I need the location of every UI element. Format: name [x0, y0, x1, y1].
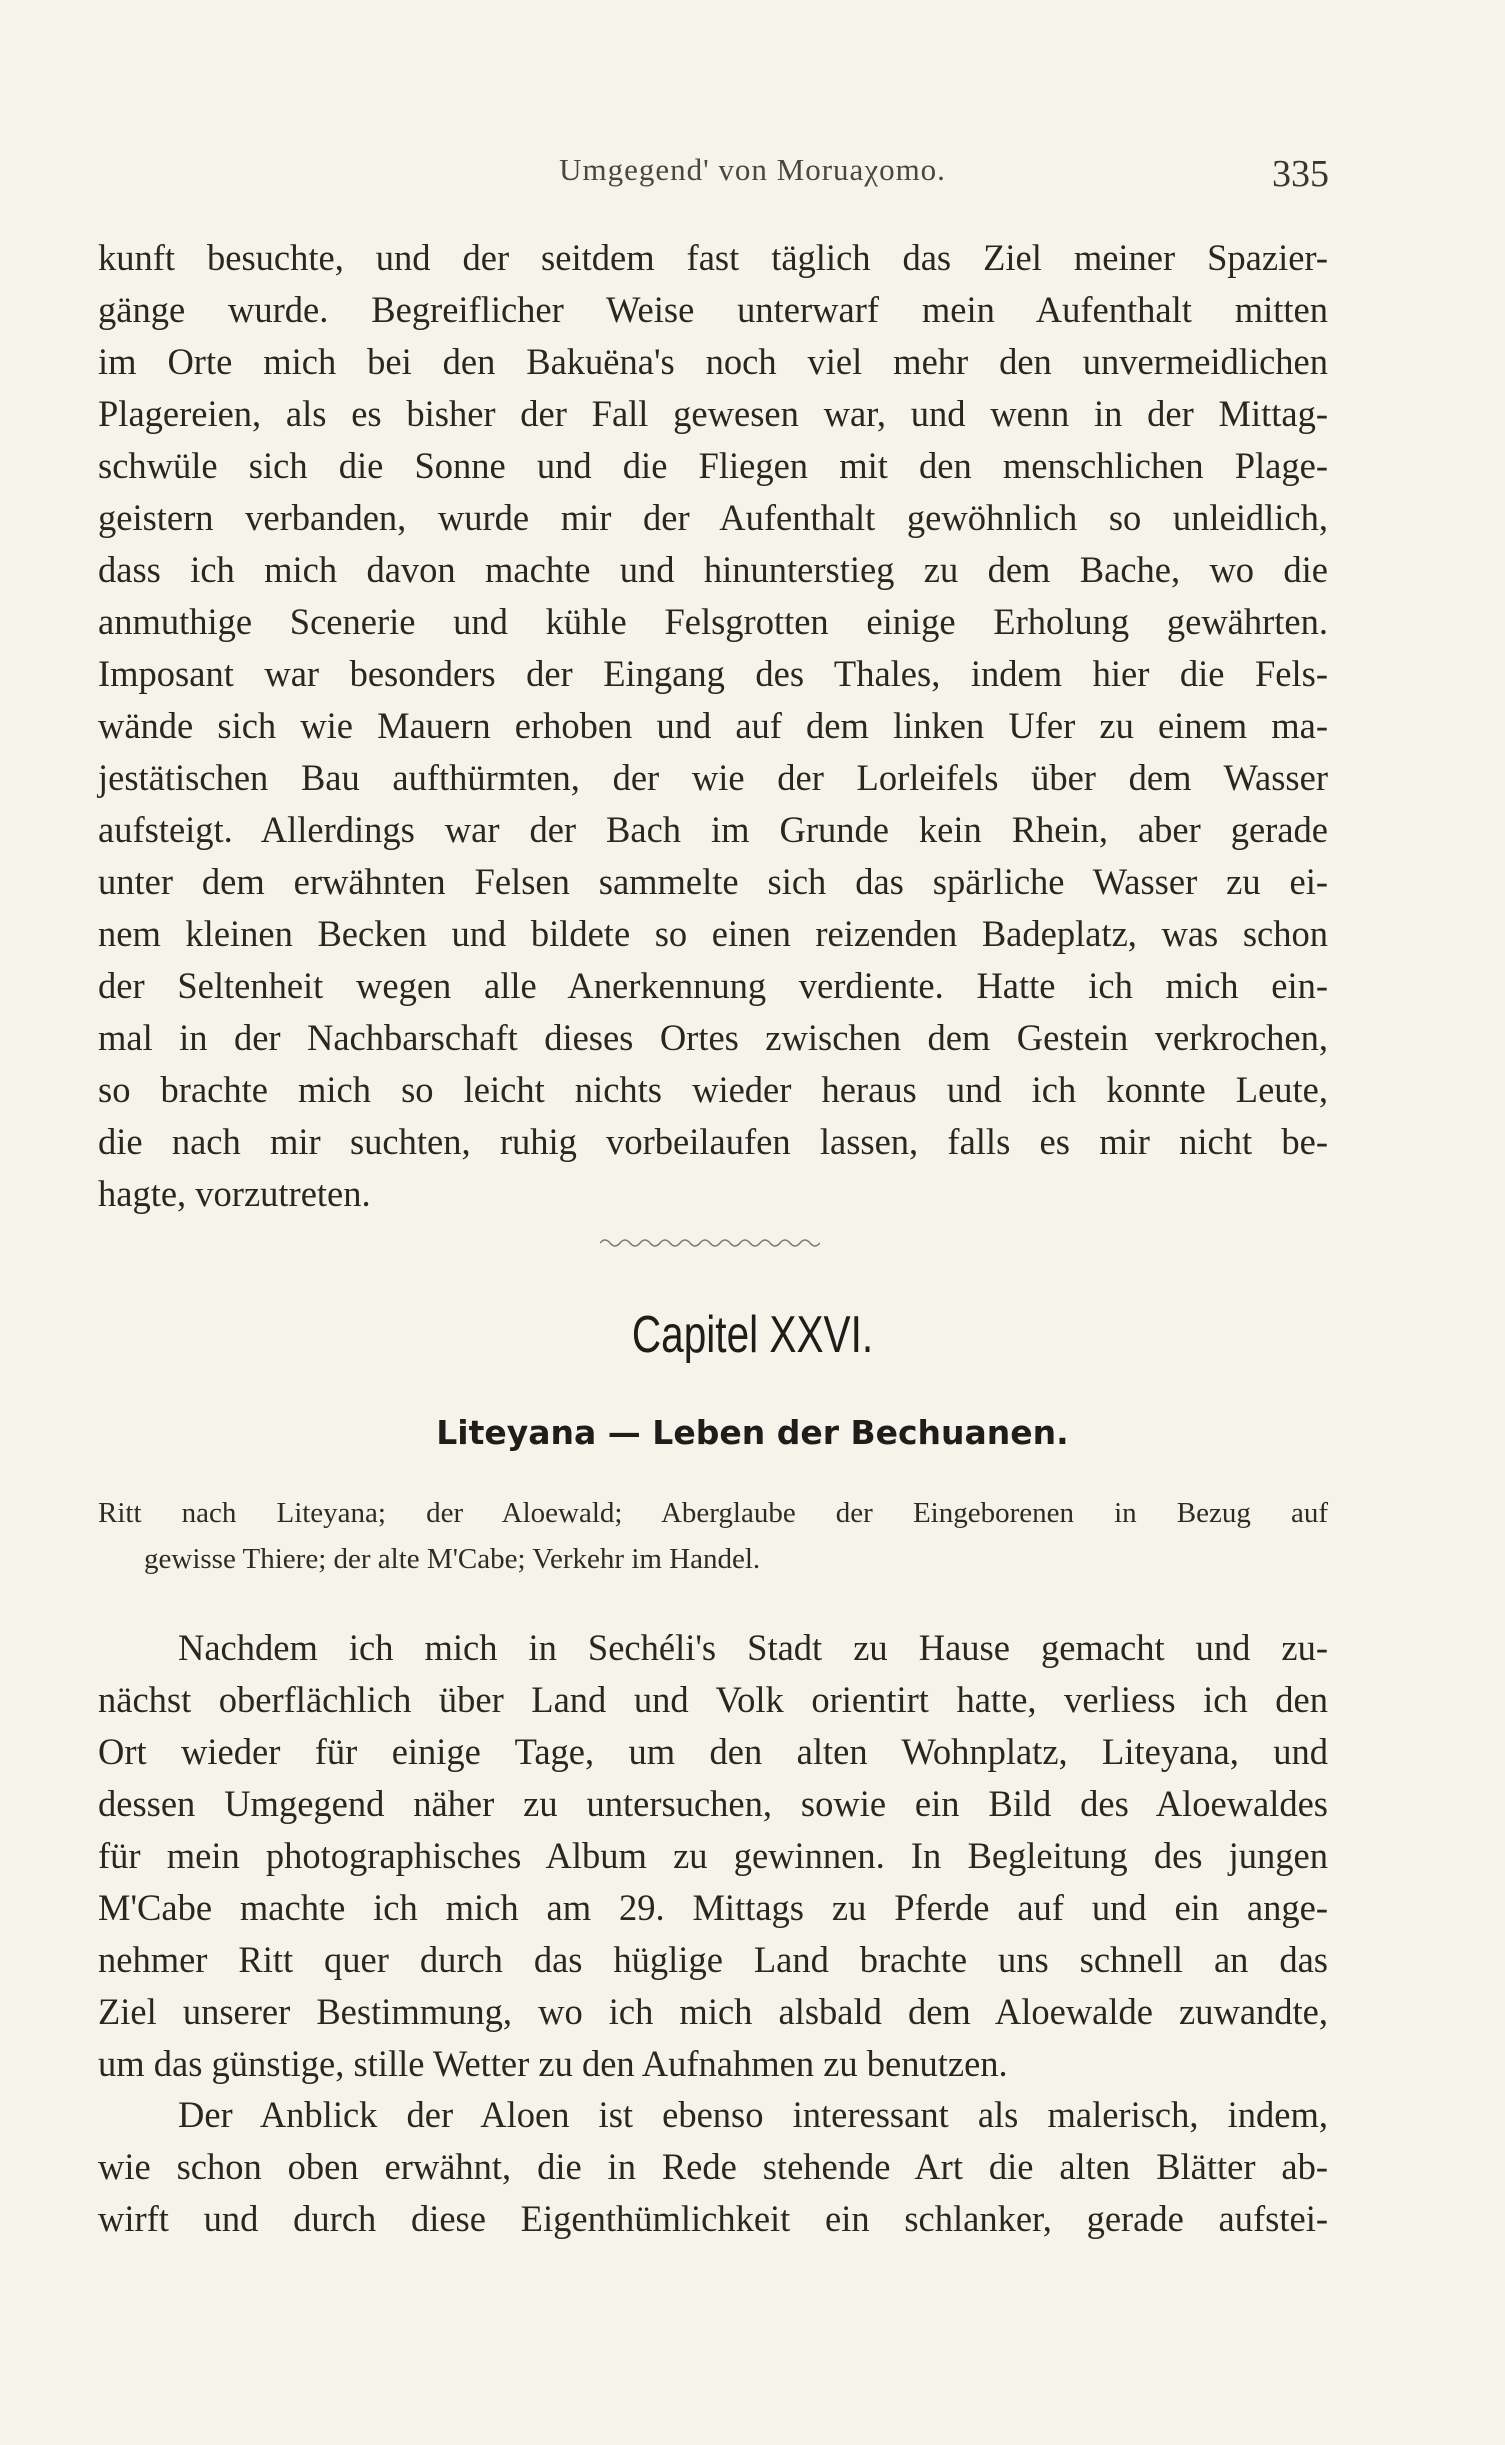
text-line: Ort wieder für einige Tage, um den alten Wohnplatz, Liteyana, und [98, 1731, 1328, 1772]
text-line: anmuthige Scenerie und kühle Felsgrotten einige Erholung gewährten. [98, 601, 1328, 642]
text-line: nächst oberflächlich über Land und Volk orientirt hatte, verliess ich den [98, 1679, 1328, 1720]
text-line: dass ich mich davon machte und hinunterstieg zu dem Bache, wo die [98, 549, 1328, 590]
text-line: aufsteigt. Allerdings war der Bach im Grunde kein Rhein, aber gerade [98, 809, 1328, 850]
section-divider-ornament [600, 1236, 820, 1250]
text-line: M'Cabe machte ich mich am 29. Mittags zu Pferde auf und ein ange- [98, 1887, 1328, 1928]
text-line: der Seltenheit wegen alle Anerkennung verdiente. Hatte ich mich ein- [98, 965, 1328, 1006]
text-line: nem kleinen Becken und bildete so einen reizenden Badeplatz, was schon [98, 913, 1328, 954]
page-number: 335 [1272, 153, 1329, 195]
chapter-title: Capitel XXVI. [631, 1306, 874, 1364]
text-line: um das günstige, stille Wetter zu den Aufnahmen zu benutzen. [98, 2043, 1008, 2084]
text-line: jestätischen Bau aufthürmten, der wie der Lorleifels über dem Wasser [98, 757, 1328, 798]
chapter-subtitle: Liteyana — Leben der Bechuanen. [436, 1413, 1069, 1452]
text-line: gänge wurde. Begreiflicher Weise unterwarf mein Aufenthalt mitten [98, 289, 1328, 330]
text-line: hagte, vorzutreten. [98, 1173, 371, 1214]
text-line: wände sich wie Mauern erhoben und auf dem linken Ufer zu einem ma- [98, 705, 1328, 746]
paragraph [98, 2089, 1328, 2245]
running-head: Umgegend' von Moruaχomo. [559, 152, 946, 187]
text-line: geistern verbanden, wurde mir der Aufenthalt gewöhnlich so unleidlich, [98, 497, 1328, 538]
chapter-summary [98, 1490, 1328, 1582]
text-line: für mein photographisches Album zu gewinnen. In Begleitung des jungen [98, 1835, 1328, 1876]
text-line: Imposant war besonders der Eingang des Thales, indem hier die Fels- [98, 653, 1328, 694]
text-line: wie schon oben erwähnt, die in Rede stehende Art die alten Blätter ab- [98, 2146, 1328, 2187]
text-line: im Orte mich bei den Bakuëna's noch viel mehr den unvermeidlichen [98, 341, 1328, 382]
text-line: Der Anblick der Aloen ist ebenso interessant als malerisch, indem, [178, 2094, 1328, 2135]
text-line: unter dem erwähnten Felsen sammelte sich das spärliche Wasser zu ei- [98, 861, 1328, 902]
summary-line: Ritt nach Liteyana; der Aloewald; Aberglaube der Eingeborenen in Bezug auf [98, 1497, 1328, 1529]
text-line: die nach mir suchten, ruhig vorbeilaufen lassen, falls es mir nicht be- [98, 1121, 1328, 1162]
summary-line: gewisse Thiere; der alte M'Cabe; Verkehr im Handel. [144, 1543, 761, 1575]
text-line: wirft und durch diese Eigenthümlichkeit ein schlanker, gerade aufstei- [98, 2198, 1328, 2239]
paragraph-continued [98, 232, 1328, 1220]
text-line: schwüle sich die Sonne und die Fliegen mit den menschlichen Plage- [98, 445, 1328, 486]
text-line: Ziel unserer Bestimmung, wo ich mich alsbald dem Aloewalde zuwandte, [98, 1991, 1328, 2032]
text-line: mal in der Nachbarschaft dieses Ortes zwischen dem Gestein verkrochen, [98, 1017, 1328, 1058]
text-line: nehmer Ritt quer durch das hüglige Land brachte uns schnell an das [98, 1939, 1328, 1980]
text-line: Nachdem ich mich in Sechéli's Stadt zu Hause gemacht und zu- [178, 1627, 1328, 1668]
text-line: dessen Umgegend näher zu untersuchen, sowie ein Bild des Aloewaldes [98, 1783, 1328, 1824]
text-line: kunft besuchte, und der seitdem fast täglich das Ziel meiner Spazier- [98, 237, 1328, 278]
text-line: Plagereien, als es bisher der Fall gewesen war, und wenn in der Mittag- [98, 393, 1328, 434]
paragraph [98, 1622, 1328, 2090]
text-line: so brachte mich so leicht nichts wieder heraus und ich konnte Leute, [98, 1069, 1328, 1110]
